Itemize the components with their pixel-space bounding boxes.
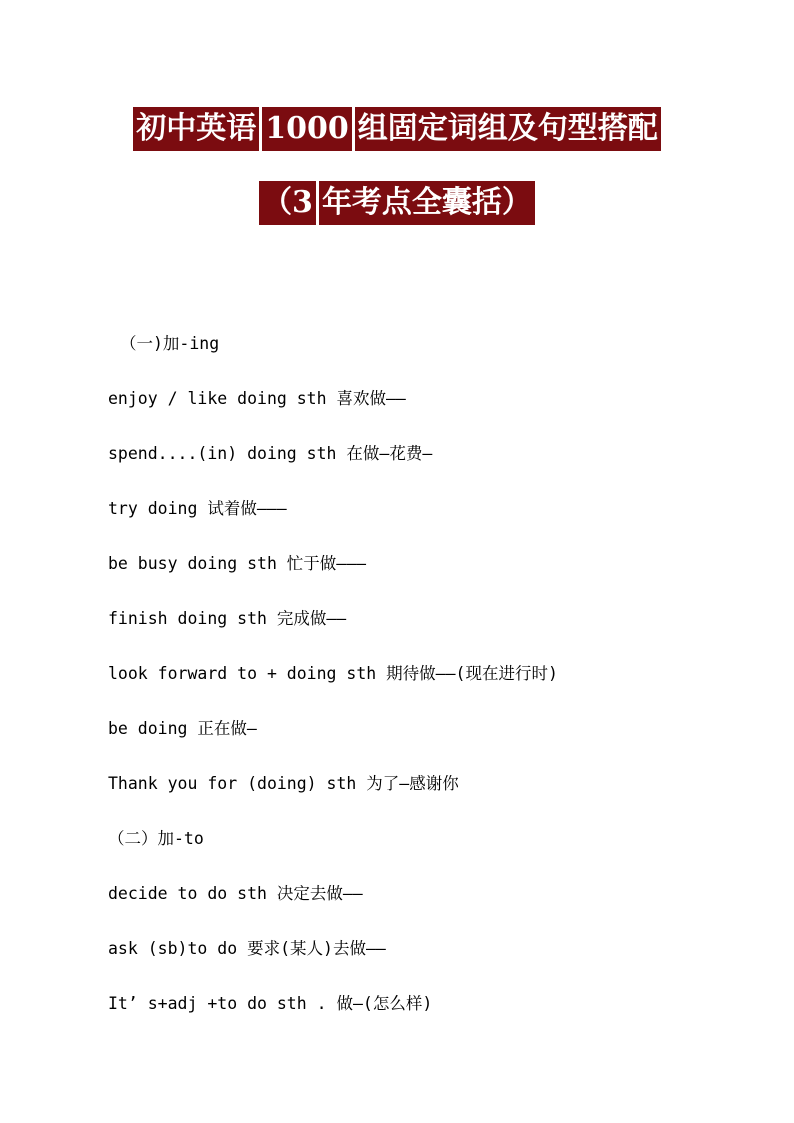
phrase-line: spend....(in) doing sth 在做—花费— <box>108 444 433 463</box>
title-segment: 年考点全囊括） <box>319 181 535 225</box>
section-heading-ing: （一)加-ing <box>120 334 220 353</box>
phrase-line: It’ s+adj +to do sth . 做—(怎么样) <box>108 994 433 1013</box>
phrase-line: decide to do sth 决定去做—— <box>108 884 363 903</box>
phrase-line: ask (sb)to do 要求(某人)去做—— <box>108 939 386 958</box>
title-line-1 <box>0 107 794 151</box>
title-line-2 <box>0 181 794 225</box>
title-segment: （3 <box>259 181 316 225</box>
title-segment: 初中英语 <box>133 107 259 151</box>
phrase-line: be doing 正在做— <box>108 719 257 738</box>
phrase-line: enjoy / like doing sth 喜欢做—— <box>108 389 406 408</box>
title-segment: 1000 <box>262 107 352 151</box>
phrase-line: finish doing sth 完成做—— <box>108 609 347 628</box>
section-heading-to: （二）加-to <box>108 829 204 848</box>
phrase-line: try doing 试着做——— <box>108 499 287 518</box>
phrase-line: Thank you for (doing) sth 为了—感谢你 <box>108 774 459 793</box>
title-segment: 组固定词组及句型搭配 <box>355 107 661 151</box>
phrase-line: look forward to + doing sth 期待做——(现在进行时) <box>108 664 558 683</box>
phrase-line: be busy doing sth 忙于做——— <box>108 554 367 573</box>
